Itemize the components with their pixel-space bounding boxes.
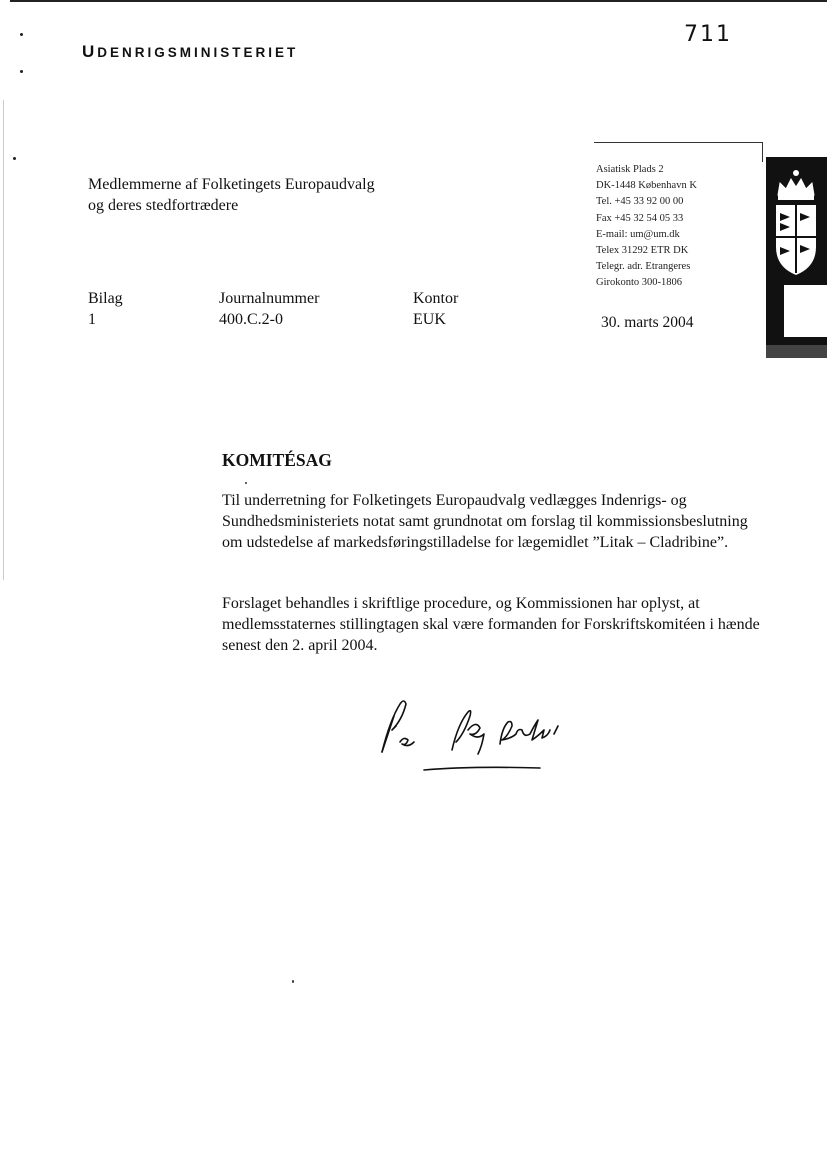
- address-line: DK-1448 København K: [596, 180, 697, 192]
- address-line: Telegr. adr. Etrangeres: [596, 261, 691, 273]
- margin-mark: [20, 70, 23, 73]
- recipient-line: og deres stedfortrædere: [88, 197, 239, 214]
- address-rule: [594, 142, 762, 143]
- recipient-line: Medlemmerne af Folketingets Europaudvalg: [88, 176, 375, 193]
- address-line: E-mail: um@um.dk: [596, 228, 680, 240]
- scan-edge-line: [3, 100, 4, 580]
- recipient-block: [88, 174, 375, 216]
- handwritten-page-number: 711: [684, 22, 732, 47]
- body-paragraph: Forslaget behandles i skriftlige procedure, og Kommissionen har oplyst, at medlemsstaternes stillingtagen skal være formanden for Forskriftskomitéen i hænde senest den 2. april 2004.: [222, 595, 760, 654]
- body-paragraph: Til underretning for Folketingets Europaudvalg vedlægges Indenrigs- og Sundhedsministeriets notat samt grundnotat om forslag til kommissionsbeslutning om udstedelse af markedsføringstilladelse for lægemidlet ”Litak – Cladribine”.: [222, 492, 748, 551]
- journal-value: 400.C.2-0: [219, 311, 283, 328]
- letter-date: 30. marts 2004: [601, 314, 694, 331]
- margin-mark: [13, 157, 16, 160]
- address-line: Tel. +45 33 92 00 00: [596, 196, 684, 208]
- address-line: Telex 31292 ETR DK: [596, 245, 689, 257]
- address-line: Asiatisk Plads 2: [596, 164, 664, 175]
- subject-heading: KOMITÉSAG: [222, 450, 332, 470]
- bilag-value: 1: [88, 311, 96, 328]
- bilag-label: Bilag: [88, 290, 123, 307]
- signature: [372, 690, 582, 785]
- scan-speck: [245, 482, 247, 484]
- kontor-label: Kontor: [413, 290, 459, 307]
- kontor-value: EUK: [413, 311, 446, 328]
- journal-label: Journalnummer: [219, 290, 320, 307]
- address-rule-tick: [762, 142, 763, 162]
- ministry-name: UDENRIGSMINISTERIET: [82, 42, 299, 61]
- margin-mark: [20, 33, 23, 36]
- address-line: Girokonto 300-1806: [596, 277, 683, 289]
- scan-speck: [292, 980, 294, 983]
- top-border-line: [10, 0, 827, 2]
- royal-crest-emblem: [766, 157, 827, 358]
- address-line: Fax +45 32 54 05 33: [596, 212, 684, 224]
- sender-address: [596, 162, 697, 292]
